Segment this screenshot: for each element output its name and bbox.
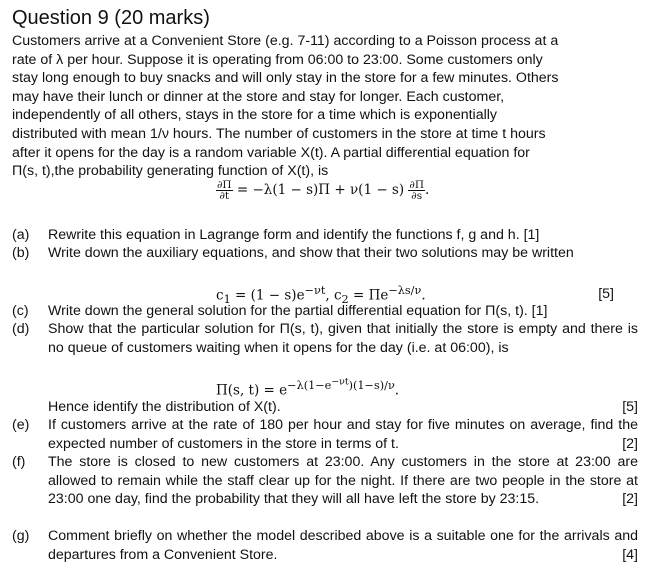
intro-line: may have their lunch or dinner at the store and stay for longer. Each customer, bbox=[12, 88, 505, 105]
auxiliary-solutions-equation: $c_1 = (1 - s)e^{-\nu t}$, $c_2 = \Pi e^{-\lambda s/\nu}$. bbox=[216, 284, 426, 307]
intro-line: stay long enough to buy snacks and will only stay in the store for a few minutes. Others bbox=[12, 70, 559, 87]
part-mark: [4] bbox=[622, 546, 638, 563]
part-label: (e) bbox=[12, 417, 30, 433]
part-label: (a) bbox=[12, 227, 30, 243]
pde-equation: $\frac{\partial\Pi}{\partial t}$ = −λ(1 − s)Π + ν(1 − s) $\frac{\partial\Pi}{\partial s}$ . bbox=[217, 179, 430, 202]
pde-rhs-fraction: $\frac{\partial\Pi}{\partial s}$ bbox=[409, 179, 425, 202]
pde-middle: = −λ(1 − s)Π + ν(1 − s) bbox=[236, 182, 405, 198]
part-e bbox=[12, 416, 638, 453]
part-label: (f) bbox=[12, 454, 26, 470]
part-b bbox=[12, 244, 638, 263]
part-g bbox=[12, 527, 638, 564]
part-label: (d) bbox=[12, 321, 30, 337]
part-mark: [2] bbox=[622, 491, 638, 508]
part-f bbox=[12, 453, 638, 509]
part-text: If customers arrive at the rate of 180 per hour and stay for five minutes on average, find the expected number of customers in the store in terms of t. bbox=[48, 417, 638, 452]
part-label: (g) bbox=[12, 528, 30, 544]
part-c bbox=[12, 302, 638, 321]
part-b-mark: [5] bbox=[598, 286, 614, 302]
question-title: Question 9 (20 marks) bbox=[12, 7, 210, 29]
part-text: Rewrite this equation in Lagrange form and identify the functions f, g and h. [1] bbox=[48, 227, 540, 243]
part-a bbox=[12, 226, 638, 245]
intro-line: rate of λ per hour. Suppose it is operating from 06:00 to 23:00. Some customers only bbox=[12, 51, 543, 68]
intro-line: Customers arrive at a Convenient Store (e.g. 7-11) according to a Poisson process at a bbox=[12, 33, 559, 49]
pde-lhs-fraction: $\frac{\partial\Pi}{\partial t}$ bbox=[217, 179, 232, 202]
part-d-mark: [5] bbox=[622, 399, 638, 415]
part-text: Write down the general solution for the partial differential equation for Π(s, t). [1] bbox=[48, 303, 548, 319]
part-label: (b) bbox=[12, 245, 30, 261]
part-d-followup bbox=[12, 398, 638, 417]
part-text: The store is closed to new customers at 23:00. Any customers in the store at 23:00 are allowed to remain while the staff clear up for the night. If there are two people in the store at 23:00 one day, find the probability that they will all have left the store by 23:15. bbox=[48, 454, 638, 508]
part-mark: [2] bbox=[622, 435, 638, 452]
part-label: (c) bbox=[12, 303, 29, 319]
part-d bbox=[12, 320, 638, 357]
intro-line: Π(s, t),the probability generating function of X(t), is bbox=[12, 163, 329, 180]
particular-solution-equation: Π(s, $t) = e^{-\lambda(1-e^{-\nu t})(1-s)/\nu}$. bbox=[216, 376, 400, 399]
part-text: Comment briefly on whether the model described above is a suitable one for the arrivals and departures from a Convenient Store. bbox=[48, 528, 638, 563]
intro-line: distributed with mean 1/ν hours. The number of customers in the store at time t hours bbox=[12, 125, 546, 142]
question-intro bbox=[12, 32, 637, 181]
intro-line: after it opens for the day is a random variable X(t). A partial differential equation for bbox=[12, 144, 530, 161]
intro-line: independently of all others, stays in the store for a time which is exponentially bbox=[12, 107, 498, 124]
part-d-after-text: Hence identify the distribution of X(t). bbox=[48, 399, 281, 415]
part-text: Show that the particular solution for Π(s, t), given that initially the store is empty and there is no queue of customers waiting when it opens for the day (i.e. at 06:00), is bbox=[48, 321, 638, 356]
part-text: Write down the auxiliary equations, and show that their two solutions may be written bbox=[48, 245, 574, 261]
